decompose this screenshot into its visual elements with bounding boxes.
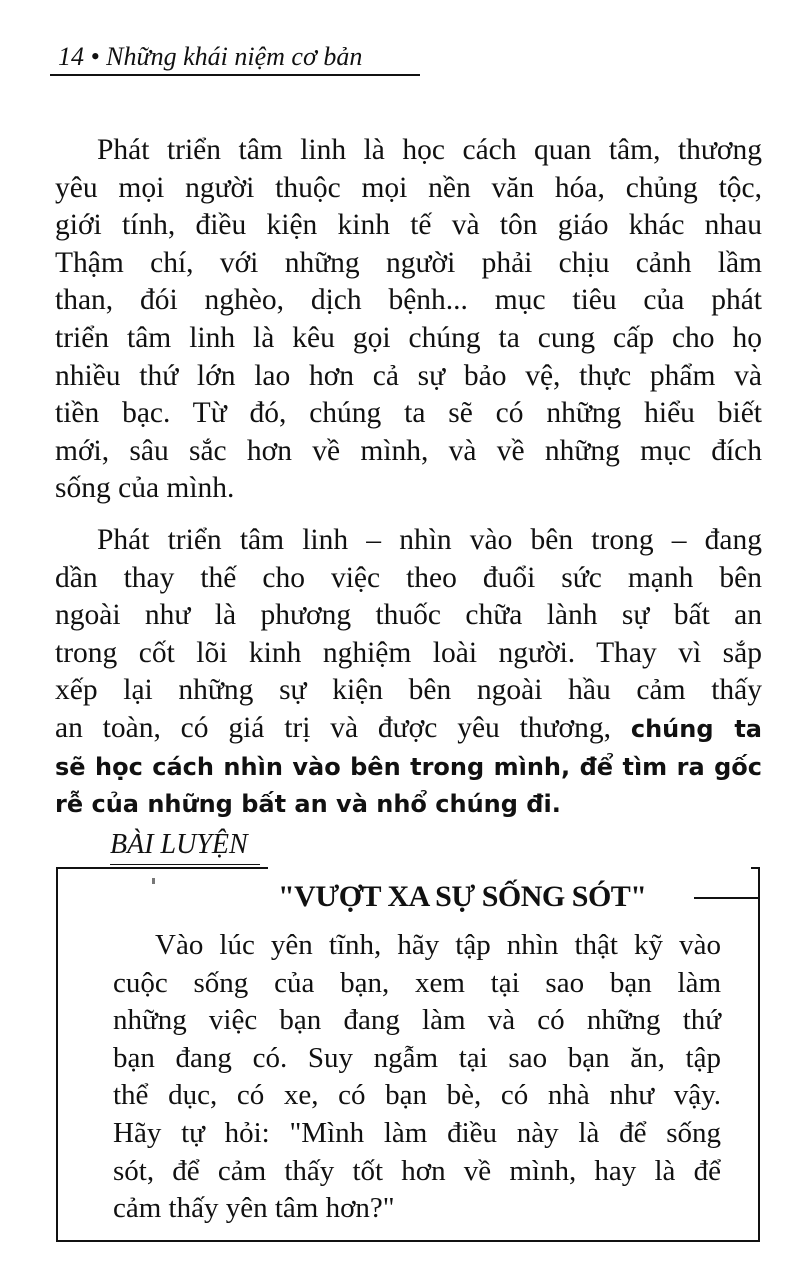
header-text [58,42,362,72]
paragraph-line: Phát triển tâm linh – nhìn vào bên trong – đang [97,524,762,556]
paragraph-line: dần thay thế cho việc theo đuổi sức mạnh bên [55,561,762,594]
exercise-label: BÀI LUYỆN [110,828,260,865]
paragraph-line: nhiều thứ lớn lao hơn cả sự bảo vệ, thực phẩm và [55,359,762,392]
paragraph-line: tiền bạc. Từ đó, chúng ta sẽ có những hiểu biết [55,397,762,430]
paragraph-line: ngoài như là phương thuốc chữa lành sự bất an [55,599,762,632]
title-rule [694,897,760,899]
paragraph-line: sống của mình. [55,472,235,505]
paragraph-line: Phát triển tâm linh là học cách quan tâm, thương [97,134,762,166]
page-number: 14 [58,42,84,71]
exercise-line: những việc bạn đang làm và có những thứ [113,1004,721,1037]
chapter-title: Những khái niệm cơ bản [106,42,363,71]
paragraph-line: trong cốt lõi kinh nghiệm loài người. Thay vì sắp [55,636,762,669]
exercise-line: cuộc sống của bạn, xem tại sao bạn làm [113,966,721,999]
paragraph-2 [55,522,762,824]
plain-text-run: an toàn, có giá trị và được yêu thương, [55,711,631,744]
paragraph-line: xếp lại những sự kiện bên ngoài hầu cảm thấy [55,674,762,707]
exercise-line: Hãy tự hỏi: "Mình làm điều này là để sống [113,1116,721,1149]
paragraph-line: Thậm chí, với những người phải chịu cảnh lầm [55,246,762,279]
bold-paragraph-line: sẽ học cách nhìn vào bên trong mình, để tìm ra gốc [55,752,762,781]
exercise-line: sót, để cảm thấy tốt hơn về mình, hay là để [113,1154,721,1187]
paragraph-line: giới tính, điều kiện kinh tế và tôn giáo khác nhau [55,209,762,242]
exercise-body [113,927,721,1228]
exercise-line: thể dục, có xe, có bạn bè, có nhà như vậy. [113,1079,721,1112]
paragraph-line-mixed [55,710,762,749]
header-bullet: • [90,42,100,71]
exercise-line: Vào lúc yên tĩnh, hãy tập nhìn thật kỹ vào [155,929,721,961]
paragraph-line: than, đói nghèo, dịch bệnh... mục tiêu của phát [55,284,762,317]
exercise-line: cảm thấy yên tâm hơn?" [113,1192,395,1225]
exercise-line: bạn đang có. Suy ngẫm tại sao bạn ăn, tập [113,1041,721,1074]
bold-paragraph-line: rễ của những bất an và nhổ chúng đi. [55,790,561,819]
running-header [50,40,420,76]
box-border-gap [268,865,751,873]
paragraph-1 [55,132,762,508]
exercise-title: "VƯỢT XA SỰ SỐNG SÓT" [278,880,647,913]
exercise-box [56,867,760,1242]
paragraph-line: mới, sâu sắc hơn về mình, và về những mục đích [55,434,762,467]
paragraph-line: triển tâm linh là kêu gọi chúng ta cung cấp cho họ [55,321,762,354]
bold-text-run: chúng ta [630,714,763,743]
paragraph-line: yêu mọi người thuộc mọi nền văn hóa, chủng tộc, [55,171,762,204]
